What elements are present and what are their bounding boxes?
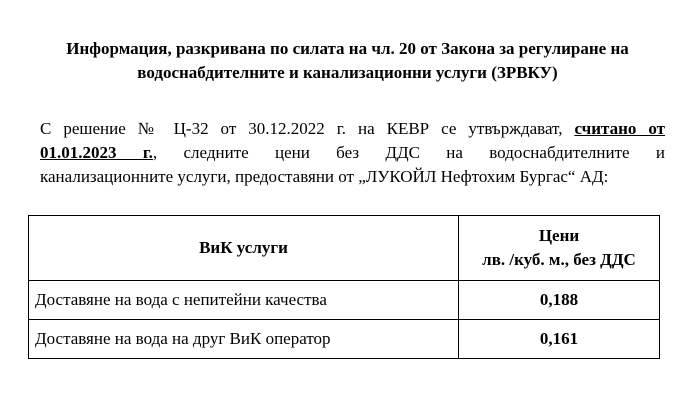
header-price-unit: лв. /куб. м., без ДДС bbox=[482, 250, 636, 269]
header-price bbox=[459, 216, 660, 281]
table-row bbox=[29, 281, 660, 320]
effective-date-label: считано от bbox=[574, 119, 665, 138]
service-name: Доставяне на вода на друг ВиК оператор bbox=[29, 320, 459, 359]
paragraph-line-3: канализационните услуги, предоставяни от „ЛУКОЙЛ Нефтохим Бургас“ АД: bbox=[40, 167, 609, 186]
document-title bbox=[20, 37, 675, 85]
service-price: 0,188 bbox=[459, 281, 660, 320]
price-table bbox=[28, 215, 660, 359]
paragraph-line-1 bbox=[40, 117, 665, 141]
paragraph-line-2 bbox=[40, 141, 665, 165]
header-service: ВиК услуги bbox=[29, 216, 459, 281]
decision-paragraph bbox=[40, 117, 665, 189]
service-price: 0,161 bbox=[459, 320, 660, 359]
price-table-header-row bbox=[29, 216, 660, 281]
document-title-line-2: водоснабдителните и канализационни услуги (ЗРВКУ) bbox=[137, 63, 558, 82]
document-title-line-1: Информация, разкривана по силата на чл. 20 от Закона за регулиране на bbox=[66, 39, 629, 58]
paragraph-text-middle: , следните цени без ДДС на водоснабдителните и bbox=[152, 143, 665, 162]
paragraph-text-intro: С решение № Ц-32 от 30.12.2022 г. на КЕВР се утвърждават, bbox=[40, 119, 575, 138]
service-name: Доставяне на вода с непитейни качества bbox=[29, 281, 459, 320]
effective-date-value: 01.01.2023 г. bbox=[40, 143, 153, 162]
table-row bbox=[29, 320, 660, 359]
header-price-title: Цени bbox=[538, 226, 580, 245]
